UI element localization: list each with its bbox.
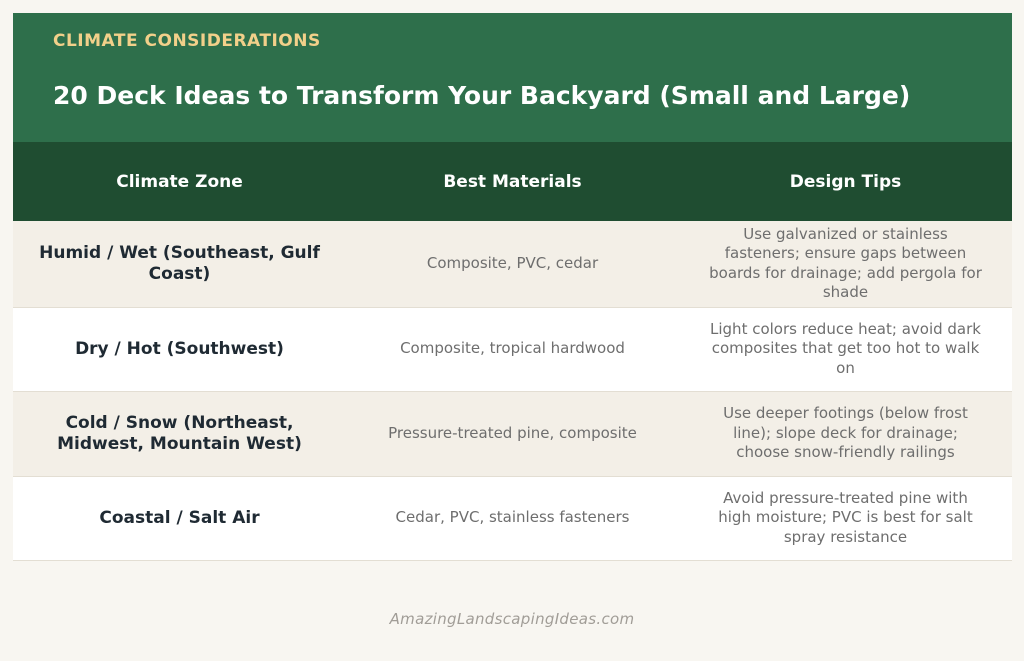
- page-title: 20 Deck Ideas to Transform Your Backyard (Small and Large): [53, 81, 911, 110]
- design-tips-cell: Use deeper footings (below frost line); slope deck for drainage; choose snow-friendly railings: [679, 391, 1012, 476]
- design-tips-cell: Light colors reduce heat; avoid dark composites that get too hot to walk on: [679, 307, 1012, 391]
- column-header-design-tips: Design Tips: [679, 142, 1012, 221]
- site-credit: AmazingLandscapingIdeas.com: [389, 610, 635, 628]
- column-header-climate-zone: Climate Zone: [13, 142, 346, 221]
- table-row: [13, 221, 1012, 307]
- table-row: [13, 391, 1012, 476]
- card-header: [13, 13, 1012, 142]
- climate-zone-cell: Cold / Snow (Northeast, Midwest, Mountain West): [13, 391, 346, 476]
- climate-table-card: [13, 13, 1012, 561]
- table-body: [13, 221, 1012, 560]
- climate-zone-cell: Coastal / Salt Air: [13, 476, 346, 560]
- climate-zone-cell: Humid / Wet (Southeast, Gulf Coast): [13, 221, 346, 307]
- materials-cell: Pressure-treated pine, composite: [346, 391, 679, 476]
- materials-cell: Composite, tropical hardwood: [346, 307, 679, 391]
- column-header-best-materials: Best Materials: [346, 142, 679, 221]
- section-eyebrow: CLIMATE CONSIDERATIONS: [53, 31, 321, 51]
- materials-cell: Cedar, PVC, stainless fasteners: [346, 476, 679, 560]
- climate-table: [13, 142, 1012, 561]
- materials-cell: Composite, PVC, cedar: [346, 221, 679, 307]
- table-header: [13, 142, 1012, 221]
- table-row: [13, 476, 1012, 560]
- design-tips-cell: Avoid pressure-treated pine with high moisture; PVC is best for salt spray resistance: [679, 476, 1012, 560]
- design-tips-cell: Use galvanized or stainless fasteners; ensure gaps between boards for drainage; add pergola for shade: [679, 221, 1012, 307]
- climate-zone-cell: Dry / Hot (Southwest): [13, 307, 346, 391]
- table-row: [13, 307, 1012, 391]
